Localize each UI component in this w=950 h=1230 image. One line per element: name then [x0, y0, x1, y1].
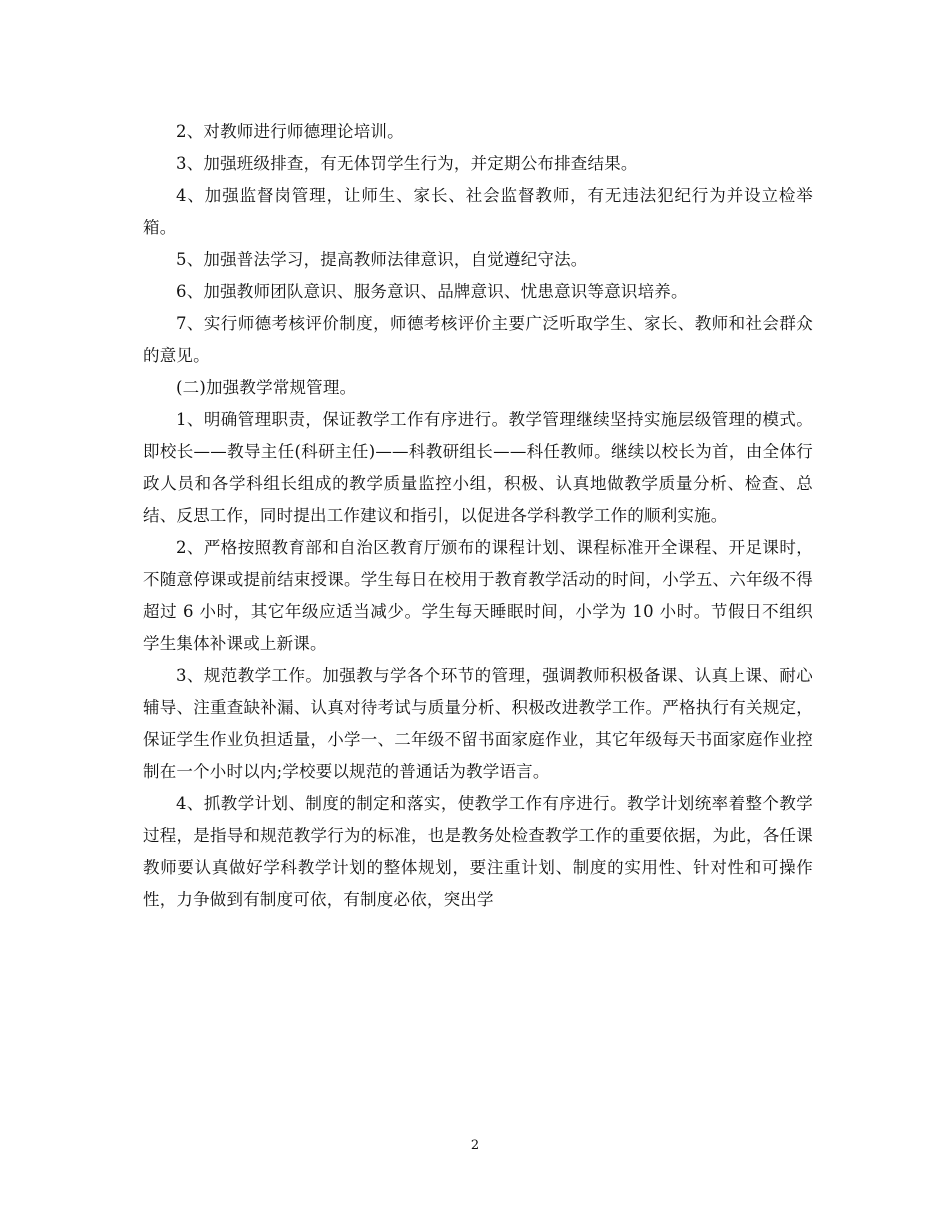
paragraph-teacher-ethics-training: 2、对教师进行师德理论培训。 [176, 122, 404, 141]
paragraph-supervision-post: 4、加强监督岗管理，让师生、家长、社会监督教师，有无违法犯纪行为并设立检举箱。 [143, 186, 813, 237]
paragraph-class-inspection: 3、加强班级排查，有无体罚学生行为，并定期公布排查结果。 [176, 154, 638, 173]
paragraph-standardize-teaching: 3、规范教学工作。加强教与学各个环节的管理，强调教师积极备课、认真上课、耐心辅导、注重查缺补漏、认真对待考试与质量分析、积极改进教学工作。严格执行有关规定，保证学生作业负担适量，小学一、二年级不留书面家庭作业，其它年级每天书面家庭作业控制在一个小时以内;学校要以规范的普通话为教学语言。 [143, 666, 813, 781]
paragraph-ethics-evaluation: 7、实行师德考核评价制度，师德考核评价主要广泛听取学生、家长、教师和社会群众的意见。 [143, 314, 813, 365]
paragraph-law-study: 5、加强普法学习，提高教师法律意识，自觉遵纪守法。 [176, 250, 588, 269]
paragraph-curriculum-plan: 2、严格按照教育部和自治区教育厅颁布的课程计划、课程标准开全课程、开足课时，不随意停课或提前结束授课。学生每日在校用于教育教学活动的时间，小学五、六年级不得超过 6 小时，其它年级应适当减少。学生每天睡眠时间，小学为 10 小时。节假日不组织学生集体补课或上新课。 [143, 538, 813, 653]
section-heading-teaching-management: (二)加强教学常规管理。 [176, 378, 357, 397]
page-number: 2 [470, 1138, 480, 1153]
paragraph-management-duties: 1、明确管理职责，保证教学工作有序进行。教学管理继续坚持实施层级管理的模式。即校长——教导主任(科研主任)——科教研组长——科任教师。继续以校长为首，由全体行政人员和各学科组长组成的教学质量监控小组，积极、认真地做教学质量分析、检查、总结、反思工作，同时提出工作建议和指引，以促进各学科教学工作的顺利实施。 [143, 410, 813, 525]
paragraph-teaching-plan: 4、抓教学计划、制度的制定和落实，使教学工作有序进行。教学计划统率着整个教学过程，是指导和规范教学行为的标准，也是教务处检查教学工作的重要依据，为此，各任课教师要认真做好学科教学计划的整体规划，要注重计划、制度的实用性、针对性和可操作性，力争做到有制度可依，有制度必依，突出学 [143, 794, 813, 909]
paragraph-team-awareness: 6、加强教师团队意识、服务意识、品牌意识、忧患意识等意识培养。 [176, 282, 688, 301]
body-text [143, 116, 813, 916]
